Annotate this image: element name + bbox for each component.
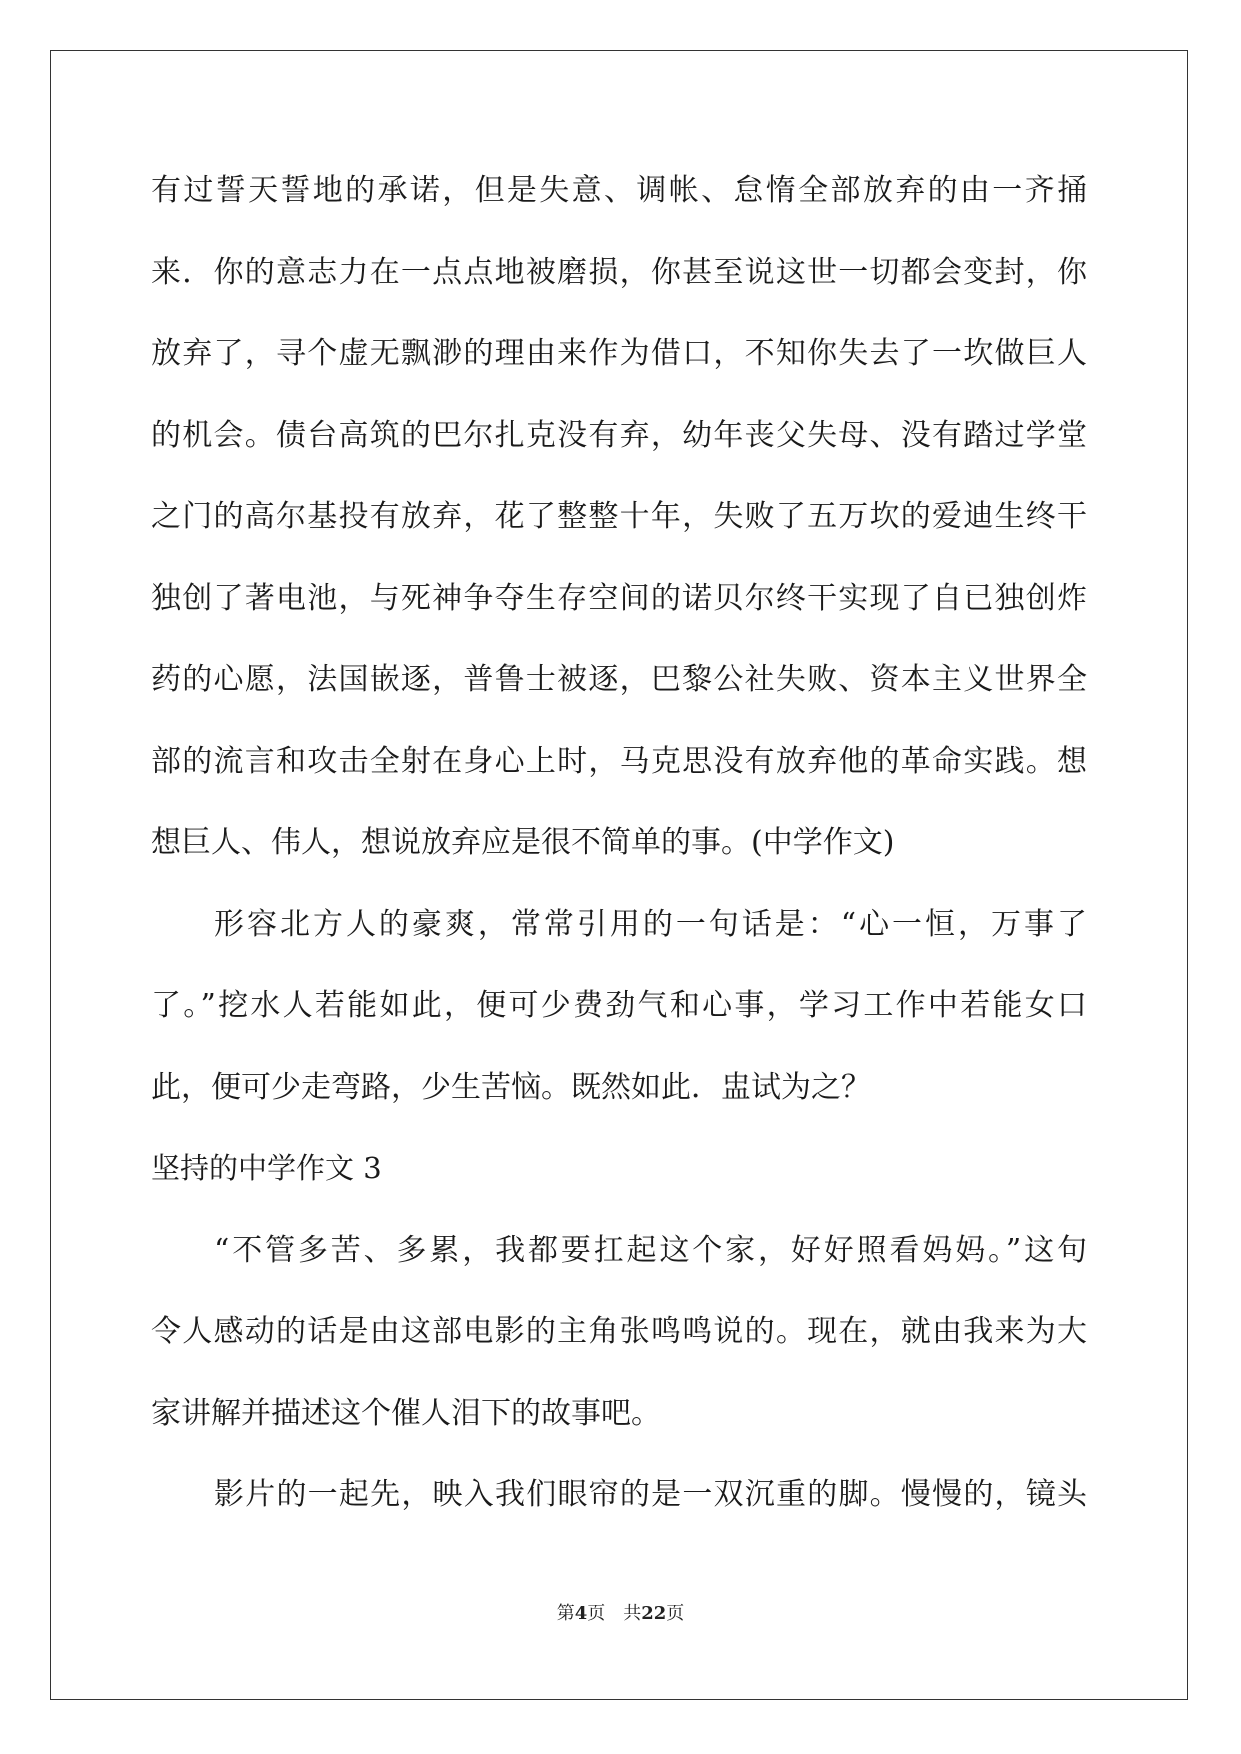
footer-prefix: 第 [556, 1603, 575, 1624]
footer-total-prefix: 共 [623, 1603, 642, 1624]
page-footer [0, 1599, 1241, 1625]
text-line: 令人感动的话是由这部电影的主角张鸣鸣说的。现在，就由我来为大 [151, 1314, 1087, 1349]
paragraph-3 [151, 1220, 1087, 1465]
text-line: 想巨人、伟人，想说放弃应是很不简单的事。(中学作文) [151, 825, 895, 860]
total-pages-number: 22 [641, 1603, 667, 1624]
text-line: 之门的高尔基投有放弃，花了整整十年，失败了五万坎的爱迪生终干 [151, 499, 1087, 534]
text-line: 放弃了，寻个虚无飘渺的理由来作为借口，不知你失去了一坎做巨人 [151, 336, 1087, 371]
text-line: 有过誓天誓地的承诺，但是失意、调帐、怠惰全部放弃的由一齐捅 [151, 173, 1087, 208]
text-line: 形容北方人的豪爽，常常引用的一句话是：“心一恒，万事了 [214, 906, 1087, 942]
text-line: 部的流言和攻击全射在身心上时，马克思没有放弃他的革命实践。想 [151, 743, 1087, 779]
document-body [151, 160, 1087, 1546]
paragraph-4 [151, 1464, 1087, 1546]
text-line: 家讲解并描述这个催人泪下的故事吧。 [151, 1395, 661, 1431]
paragraph-1 [151, 160, 1087, 894]
text-line: 影片的一起先，映入我们眼帘的是一双沉重的脚。慢慢的，镜头 [214, 1477, 1087, 1512]
current-page-number: 4 [574, 1603, 588, 1624]
text-line: 独创了著电池，与死神争夺生存空间的诺贝尔终干实现了自已独创炸 [151, 580, 1087, 616]
text-line: 来．你的意志力在一点点地被磨损，你甚至说这世一切都会变封，你 [151, 254, 1087, 290]
footer-total-suffix: 页 [666, 1603, 685, 1624]
text-line: 此，便可少走弯路，少生苦恼。既然如此．盅试为之？ [151, 1069, 871, 1105]
text-line: “不管多苦、多累，我都要扛起这个家，好好照看妈妈。”这句 [214, 1232, 1087, 1268]
paragraph-2 [151, 894, 1087, 1139]
section-heading: 坚持的中学作文 3 [151, 1151, 382, 1185]
text-line: 药的心愿，法国嵌逐，普鲁士被逐，巴黎公社失败、资本主义世界全 [151, 662, 1087, 697]
text-line: 的机会。债台高筑的巴尔扎克没有弃，幼年丧父失母、没有踏过学堂 [151, 417, 1087, 453]
footer-page-word: 页 [587, 1603, 606, 1624]
text-line: 了。”挖水人若能如此，便可少费劲气和心事，学习工作中若能女口 [151, 988, 1087, 1023]
